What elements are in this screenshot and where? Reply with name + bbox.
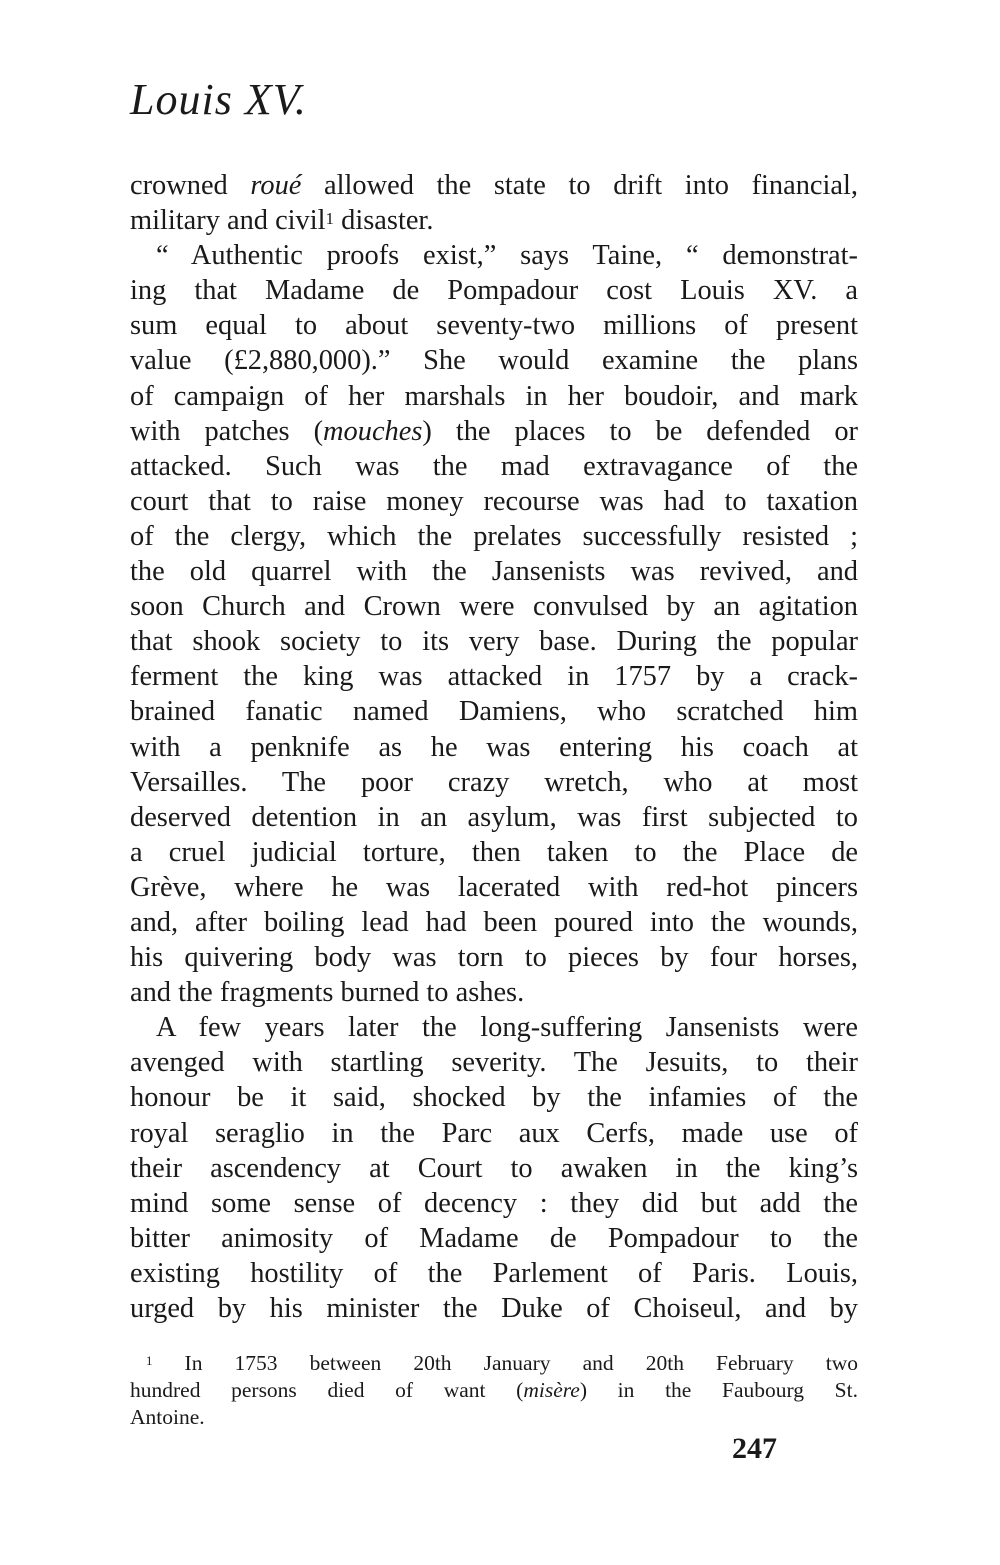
text-line: his quivering body was torn to pieces by four horses, — [130, 942, 858, 974]
text-line: deserved detention in an asylum, was first subjected to — [130, 801, 858, 833]
footnote-line: Antoine. — [130, 1405, 205, 1429]
text-line: crowned roué allowed the state to drift into financial, — [130, 170, 858, 201]
text-line: their ascendency at Court to awaken in the king’s — [130, 1152, 858, 1184]
footnote-marker: 1 — [325, 209, 335, 229]
text-line: a cruel judicial torture, then taken to the Place de — [130, 836, 858, 868]
text-line: and the fragments burned to ashes. — [130, 977, 525, 1009]
running-head: Louis XV. — [130, 75, 307, 124]
paragraph-2 — [130, 238, 858, 1010]
text-line: that shook society to its very base. During the popular — [130, 626, 858, 658]
text-line: existing hostility of the Parlement of Paris. Louis, — [130, 1257, 858, 1289]
text-line: with a penknife as he was entering his coach at — [130, 731, 858, 763]
text-line: attacked. Such was the mad extravagance of the — [130, 450, 858, 482]
italic-word: roué — [250, 170, 302, 201]
text-line: the old quarrel with the Jansenists was revived, and — [130, 556, 858, 588]
italic-word: misère — [523, 1378, 580, 1402]
text-line: A few years later the long-suffering Jansenists were — [156, 1012, 858, 1044]
text-line: Grève, where he was lacerated with red-hot pincers — [130, 871, 858, 903]
text-line: Versailles. The poor crazy wretch, who at most — [130, 766, 858, 798]
footnote-marker: 1 — [146, 1354, 153, 1368]
text-line: of campaign of her marshals in her boudoir, and mark — [130, 380, 858, 412]
page-number: 247 — [732, 1432, 777, 1465]
text-line: military and civil$^1$ disaster. — [130, 205, 434, 237]
text-line: “ Authentic proofs exist,” says Taine, “ demonstrat- — [156, 240, 858, 272]
text-line: of the clergy, which the prelates successfully resisted ; — [130, 520, 858, 552]
text-line: ferment the king was attacked in 1757 by a crack- — [130, 661, 858, 693]
text-line: soon Church and Crown were convulsed by an agitation — [130, 591, 858, 623]
text-line: sum equal to about seventy-two millions of present — [130, 310, 858, 342]
text-line: avenged with startling severity. The Jesuits, to their — [130, 1047, 858, 1079]
paragraph-3 — [130, 1010, 858, 1326]
text-line: with patches (mouches) the places to be defended or — [130, 415, 858, 447]
text-line: value (£2,880,000).” She would examine the plans — [130, 345, 858, 377]
footnote-line: hundred persons died of want (misère) in the Faubourg St. — [130, 1378, 858, 1402]
italic-word: mouches — [323, 415, 423, 447]
body-text — [130, 168, 858, 1326]
footnote — [130, 1350, 858, 1431]
text-line: and, after boiling lead had been poured into the wounds, — [130, 906, 858, 938]
text-line: ing that Madame de Pompadour cost Louis XV. a — [130, 275, 858, 307]
text-line: mind some sense of decency : they did but add the — [130, 1187, 858, 1219]
text-line: court that to raise money recourse was had to taxation — [130, 485, 858, 517]
text-line: royal seraglio in the Parc aux Cerfs, made use of — [130, 1117, 858, 1149]
paragraph-1 — [130, 168, 858, 238]
footnote-line: $^1$ In 1753 between 20th January and 20th February two — [146, 1351, 858, 1375]
text-line: urged by his minister the Duke of Choiseul, and by — [130, 1293, 858, 1324]
text-line: honour be it said, shocked by the infamies of the — [130, 1082, 858, 1114]
text-line: brained fanatic named Damiens, who scratched him — [130, 696, 858, 728]
text-line: bitter animosity of Madame de Pompadour to the — [130, 1222, 858, 1254]
